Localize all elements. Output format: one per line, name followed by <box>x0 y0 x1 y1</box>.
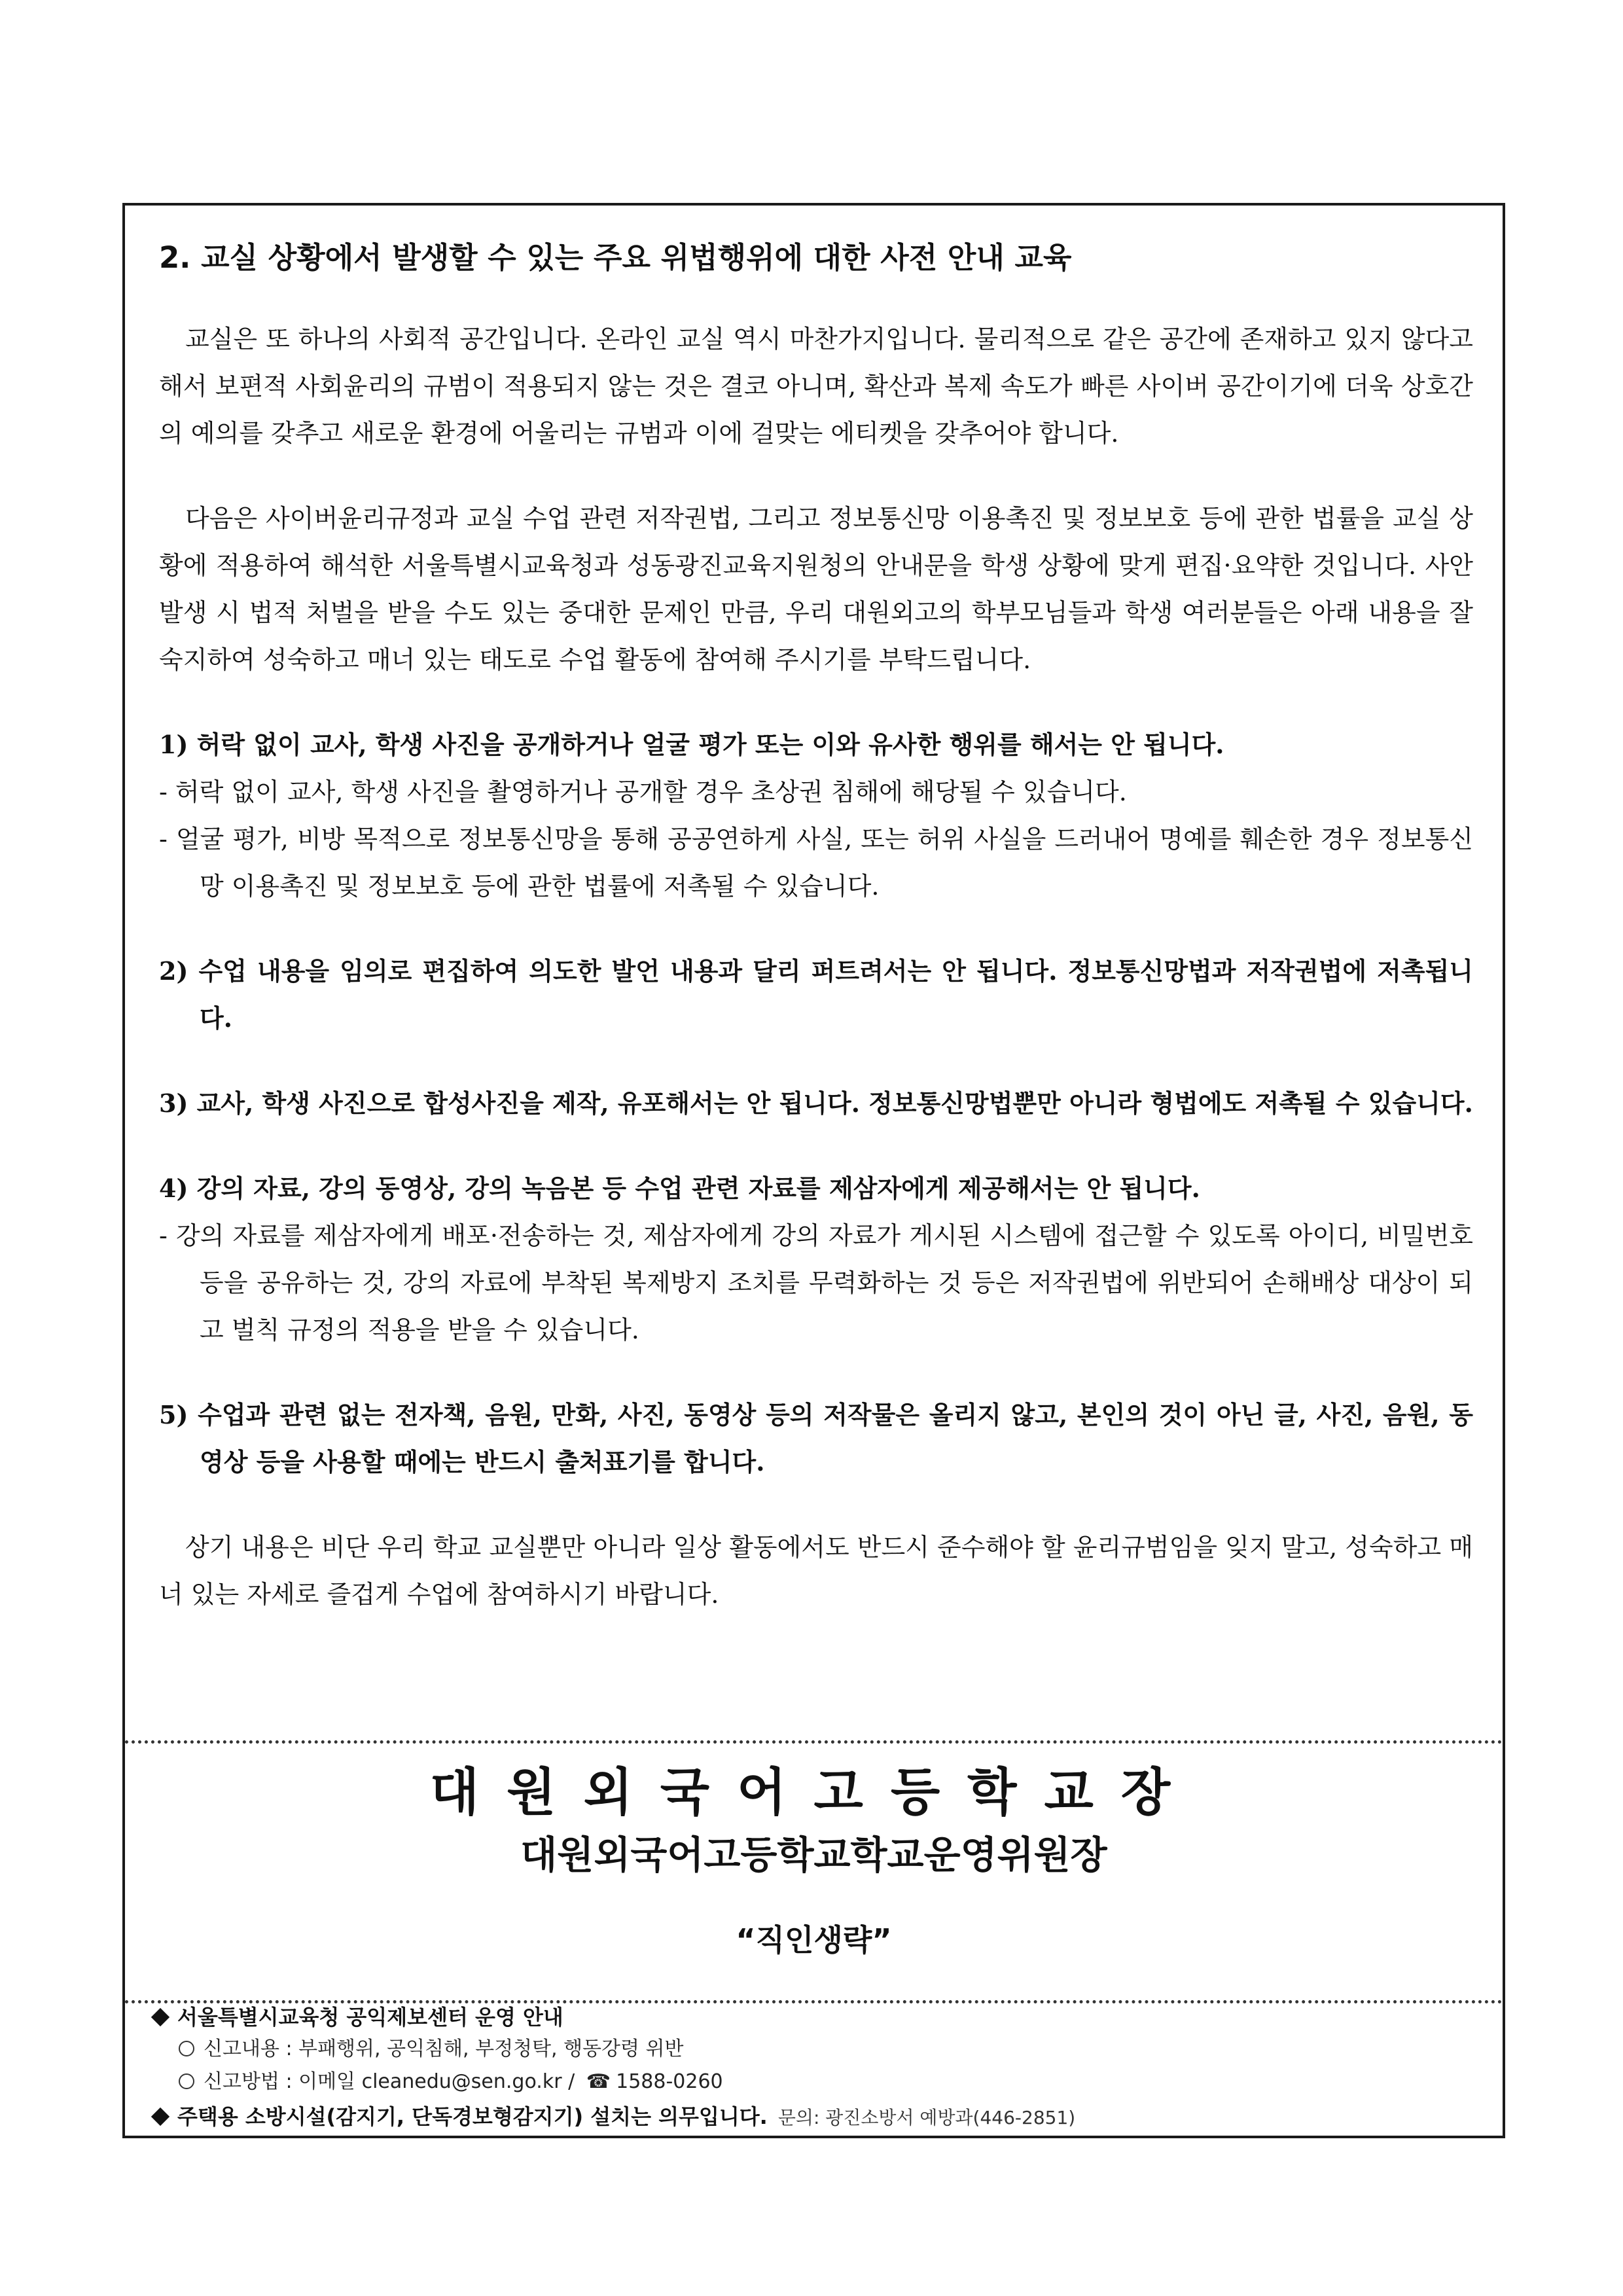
seal-omitted-note: “직인생략” <box>736 1922 892 1958</box>
item-4-bullet-1: - 강의 자료를 제삼자에게 배포·전송하는 것, 제삼자에게 강의 자료가 게시된 시스템에 접근할 수 있도록 아이디, 비밀번호 등을 공유하는 것, 강의 자료에 부착된 복제방지 조치를 무력화하는 것 등은 저작권법에 위반되어 손해배상 대상이 되고 벌칙 규정의 적용을 받을 수 있습니다. <box>159 1221 1473 1344</box>
notice-report-method-row <box>151 2066 1480 2098</box>
report-phone: 1588-0260 <box>616 2070 723 2093</box>
report-method-label: 신고방법 : 이메일 <box>204 2070 356 2093</box>
notice-report-content-row <box>151 2033 1480 2066</box>
notice-title-row <box>151 2001 1480 2033</box>
item-2-title: 2) 수업 내용을 임의로 편집하여 의도한 발언 내용과 달리 퍼트려서는 안 됩니다. 정보통신망법과 저작권법에 저촉됩니다. <box>159 956 1473 1033</box>
divider-top <box>125 1740 1503 1744</box>
document-frame <box>122 203 1505 2138</box>
item-1-title: 1) 허락 없이 교사, 학생 사진을 공개하거나 얼굴 평가 또는 이와 유사한 행위를 해서는 안 됩니다. <box>159 730 1224 759</box>
phone-icon: ☎ <box>586 2070 611 2093</box>
item-4-title: 4) 강의 자료, 강의 동영상, 강의 녹음본 등 수업 관련 자료를 제삼자에게 제공해서는 안 됩니다. <box>159 1174 1200 1203</box>
intro-paragraph-2: 다음은 사이버윤리규정과 교실 수업 관련 저작권법, 그리고 정보통신망 이용촉진 및 정보보호 등에 관한 법률을 교실 상황에 적용하여 해석한 서울특별시교육청과 성동광진교육지원청의 안내문을 학생 상황에 맞게 편집·요약한 것입니다. 사안 발생 시 법적 처벌을 받을 수도 있는 중대한 문제인 만큼, 우리 대원외고의 학부모님들과 학생 여러분들은 아래 내용을 잘 숙지하여 성숙하고 매너 있는 태도로 수업 활동에 참여해 주시기를 부탁드립니다. <box>159 504 1473 674</box>
separator: / <box>568 2070 575 2093</box>
report-content: 신고내용 : 부패행위, 공익침해, 부정청탁, 행동강령 위반 <box>204 2037 684 2060</box>
fire-notice-row <box>151 2098 1480 2136</box>
committee-signature: 대원외국어고등학교학교운영위원장 <box>520 1833 1107 1877</box>
closing-paragraph: 상기 내용은 비단 우리 학교 교실뿐만 아니라 일상 활동에서도 반드시 준수해야 할 윤리규범임을 잊지 말고, 성숙하고 매너 있는 자세로 즐겁게 수업에 참여하시기 바랍니다. <box>159 1533 1473 1609</box>
principal-signature: 대원외국어고등학교장 <box>429 1763 1198 1822</box>
diamond-bullet-icon <box>151 2008 169 2026</box>
circle-bullet-icon <box>179 2041 194 2056</box>
circle-bullet-icon <box>179 2073 194 2089</box>
notice-box <box>151 2001 1480 2136</box>
item-1-bullet-1: - 허락 없이 교사, 학생 사진을 촬영하거나 공개할 경우 초상권 침해에 해당될 수 있습니다. <box>159 778 1127 806</box>
document-content <box>159 238 1473 1618</box>
fire-contact: 문의: 광진소방서 예방과(446-2851) <box>777 2107 1076 2128</box>
notice-title: 서울특별시교육청 공익제보센터 운영 안내 <box>177 2005 563 2030</box>
report-email[interactable]: cleanedu@sen.go.kr <box>361 2070 562 2093</box>
section-heading: 2. 교실 상황에서 발생할 수 있는 주요 위법행위에 대한 사전 안내 교육 <box>159 240 1072 275</box>
fire-notice: 주택용 소방시설(감지기, 단독경보형감지기) 설치는 의무입니다. <box>177 2104 768 2129</box>
diamond-bullet-icon <box>151 2108 169 2126</box>
item-5-title: 5) 수업과 관련 없는 전자책, 음원, 만화, 사진, 동영상 등의 저작물은 올리지 않고, 본인의 것이 아닌 글, 사진, 음원, 동영상 등을 사용할 때에는 반드시 출처표기를 합니다. <box>159 1400 1473 1477</box>
item-1-bullet-2: - 얼굴 평가, 비방 목적으로 정보통신망을 통해 공공연하게 사실, 또는 허위 사실을 드러내어 명예를 훼손한 경우 정보통신망 이용촉진 및 정보보호 등에 관한 법률에 저촉될 수 있습니다. <box>159 825 1473 901</box>
intro-paragraph-1: 교실은 또 하나의 사회적 공간입니다. 온라인 교실 역시 마찬가지입니다. 물리적으로 같은 공간에 존재하고 있지 않다고 해서 보편적 사회윤리의 규범이 적용되지 않는 것은 결코 아니며, 확산과 복제 속도가 빠른 사이버 공간이기에 더욱 상호간의 예의를 갖추고 새로운 환경에 어울리는 규범과 이에 걸맞는 에티켓을 갖추어야 합니다. <box>159 325 1473 448</box>
item-3-title: 3) 교사, 학생 사진으로 합성사진을 제작, 유포해서는 안 됩니다. 정보통신망법뿐만 아니라 형법에도 저촉될 수 있습니다. <box>159 1088 1473 1118</box>
